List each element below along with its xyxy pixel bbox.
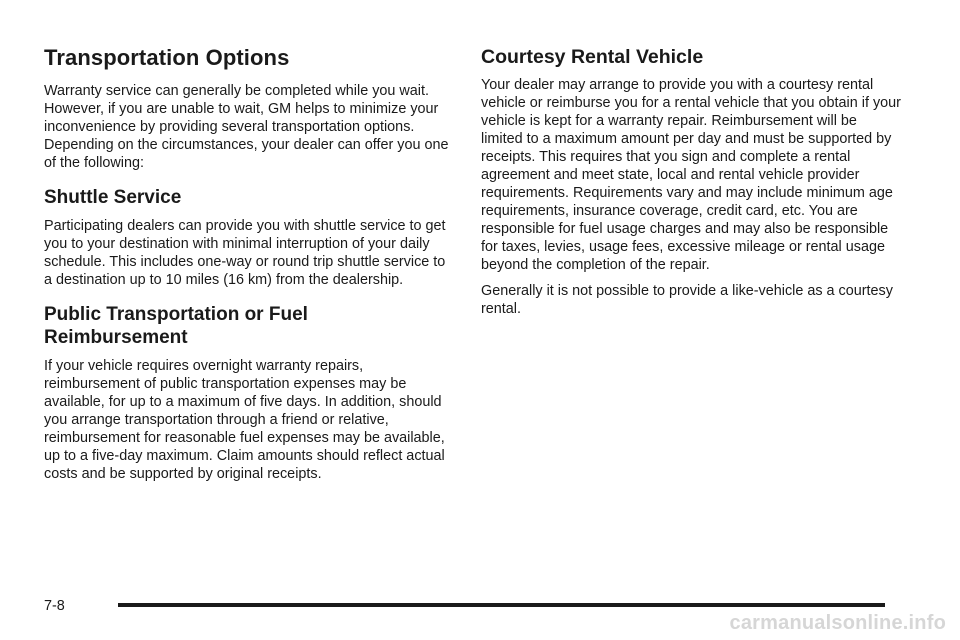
courtesy-rental-note: Generally it is not possible to provide a like-vehicle as a courtesy rental.: [481, 283, 893, 317]
right-column: [481, 44, 901, 326]
page-title: Transportation Options: [44, 45, 290, 70]
courtesy-rental-paragraph: Your dealer may arrange to provide you with a courtesy rental vehicle or reimburse you for a rental vehicle that you obtain if your vehicle is kept for a warranty repair. Reimbursement will be limited to a maximum amount per day and must be supported by receipts. This requires that you sign and complete a rental agreement and meet state, local and rental vehicle provider requirements. Requirements vary and may include minimum age requirements, insurance coverage, credit card, etc. You are responsible for fuel usage charges and may also be responsible for taxes, levies, usage fees, excessive mileage or rental usage beyond the completion of the repair.: [481, 77, 901, 273]
shuttle-service-heading: Shuttle Service: [44, 187, 182, 208]
intro-paragraph: Warranty service can generally be completed while you wait. However, if you are unable to wait, GM helps to minimize your inconvenience by providing several transportation options. Depending on the circumstances, your dealer can offer you one of the following:: [44, 83, 449, 171]
left-column: [44, 44, 454, 491]
watermark: carmanualsonline.info: [729, 612, 946, 634]
footer-rule: [118, 603, 885, 607]
shuttle-service-paragraph: Participating dealers can provide you with shuttle service to get you to your destination with minimal interruption of your daily schedule. This includes one-way or round trip shuttle service to a destination up to 10 miles (16 km) from the dealership.: [44, 218, 446, 288]
courtesy-rental-heading: Courtesy Rental Vehicle: [481, 46, 704, 68]
page-number: 7-8: [44, 598, 65, 614]
public-transportation-heading: Public Transportation or Fuel Reimbursement: [44, 304, 308, 348]
public-transportation-paragraph: If your vehicle requires overnight warranty repairs, reimbursement of public transportation expenses may be available, for up to a maximum of five days. In addition, should you arrange transportation through a friend or relative, reimbursement for reasonable fuel expenses may be available, up to a five-day maximum. Claim amounts should reflect actual costs and be supported by original receipts.: [44, 358, 445, 482]
